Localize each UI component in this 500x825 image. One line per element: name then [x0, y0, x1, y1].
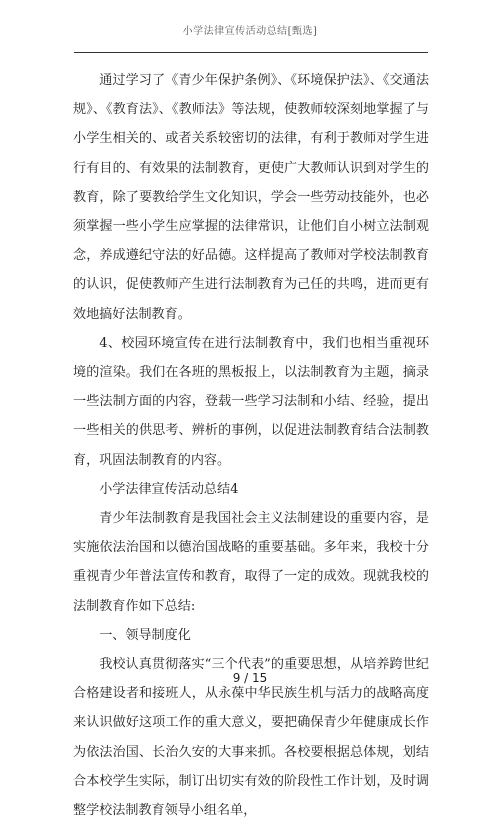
- paragraph: 通过学习了《青少年保护条例》、《环境保护法》、《交通法规》、《教育法》、《教师法》等法规，使教师较深刻地掌握了与小学生相关的、或者关系较密切的法律，有利于教师对学生进行有目的、有效果的法制教育，更使广大教师认识到对学生的教育，除了要教给学生文化知识，学会一些劳动技能外，也必须掌握一些小学生应掌握的法律常识，让他们自小树立法制观念，养成遵纪守法的好品德。这样提高了教师对学校法制教育的认识，促使教师产生进行法制教育为己任的共鸣，进而更有效地搞好法制教育。: [73, 73, 429, 322]
- header-divider: [74, 52, 428, 53]
- document-header: 小学法律宣传活动总结[甄选]: [182, 26, 318, 37]
- section-title: 小学法律宣传活动总结4: [99, 481, 239, 497]
- paragraph: 4、校园环境宣传在进行法制教育中，我们也相当重视环境的渲染。我们在各班的黑板报上，以法制教育为主题，摘录一些法制方面的内容，登载一些学习法制和小结、经验，提出一些相关的供思考、辨析的事例，以促进法制教育结合法制教育，巩固法制教育的内容。: [73, 335, 429, 468]
- paragraph: 我校认真贯彻落实“三个代表”的重要思想，从培养跨世纪合格建设者和接班人，从永葆中华民族生机与活力的战略高度来认识做好这项工作的重大意义，要把确保青少年健康成长作为依法治国、长治久安的大事来抓。各校要根据总体规，划结合本校学生实际，制订出切实有效的阶段性工作计划，及时调整学校法制教育领导小组名单，: [73, 657, 429, 819]
- paragraph: 青少年法制教育是我国社会主义法制建设的重要内容，是实施依法治国和以德治国战略的重要基础。多年来，我校十分重视青少年普法宣传和教育，取得了一定的成效。现就我校的法制教育作如下总结:: [73, 511, 429, 614]
- section-heading: 一、领导制度化: [99, 627, 191, 643]
- page-number: 9 / 15: [232, 671, 268, 685]
- document-body: [73, 66, 429, 825]
